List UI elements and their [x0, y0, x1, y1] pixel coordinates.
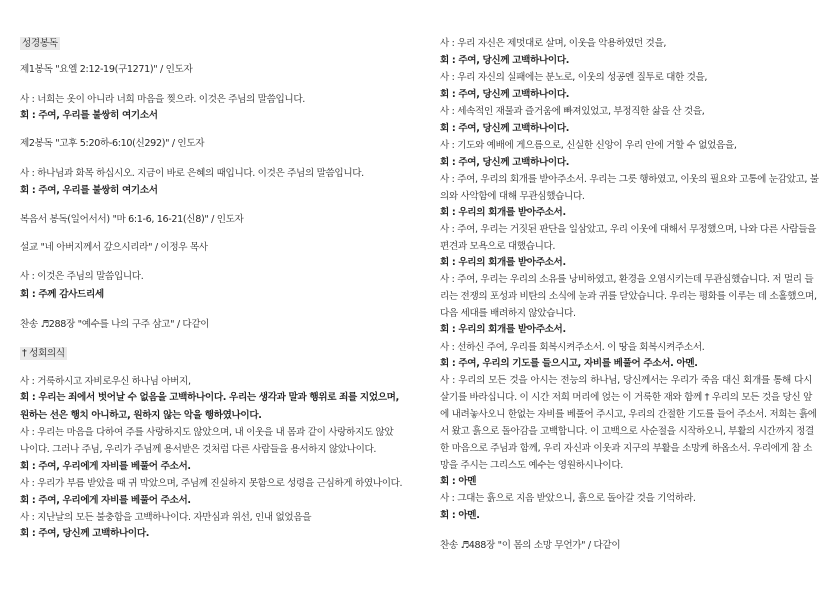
- text-line: 살기를 바라십니다. 이 시간 저희 머리에 얹는 이 거룩한 재와 함께 † 우리의 모든 것을 당신 앞: [440, 392, 812, 403]
- text-line: 찬송 ♬488장 "이 몸의 소망 무언가" / 다같이: [440, 540, 621, 551]
- response-line: 회 : 아멘: [440, 476, 477, 487]
- text-line: 편견과 모욕으로 대했습니다.: [440, 241, 556, 252]
- text-line: 의와 사악함에 대해 무관심했습니다.: [440, 191, 585, 202]
- text-line: 설교 "네 아버지께서 갚으시리라" / 이정우 목사: [20, 242, 208, 253]
- response-line: 회 : 우리는 죄에서 벗어날 수 없음을 고백하나이다. 우리는 생각과 말과 행위로 죄를 지었으며,: [20, 392, 399, 403]
- response-line: 회 : 주여, 우리를 불쌍히 여기소서: [20, 110, 158, 121]
- text-line: 찬송 ♬288장 "예수를 나의 구주 삼고" / 다같이: [20, 319, 210, 330]
- text-line: 복음서 봉독(일어서서) "마 6:1-6, 16-21(신8)" / 인도자: [20, 214, 244, 225]
- text-line: 서 왔고 흙으로 돌아감을 고백합니다. 이 고백으로 사순절을 시작하오니, 부활의 시간까지 정결: [440, 426, 814, 437]
- response-line: 회 : 우리의 회개를 받아주소서.: [440, 207, 566, 218]
- text-line: 망을 주시는 그리스도 예수는 영원하시나이다.: [440, 460, 623, 471]
- text-line: 에 내려놓사오니 한없는 자비를 베풀어 주시고, 우리의 간절한 기도를 들어 주소서. 저희는 흙에: [440, 409, 817, 420]
- text-line: 사 : 주여, 우리의 회개를 받아주소서. 우리는 그릇 행하였고, 이웃의 필요와 고통에 눈감았고, 불: [440, 174, 819, 185]
- response-line: 회 : 주여, 당신께 고백하나이다.: [440, 89, 570, 100]
- text-line: 사 : 이것은 주님의 말씀입니다.: [20, 271, 144, 282]
- heading-label: 성경봉독: [22, 38, 58, 49]
- text-line: 제2봉독 "고후 5:20하-6:10(신292)" / 인도자: [20, 138, 205, 149]
- text-line: 사 : 그대는 흙으로 지음 받았으니, 흙으로 돌아갈 것을 기억하라.: [440, 493, 696, 504]
- response-line: 회 : 주여, 당신께 고백하나이다.: [440, 55, 570, 66]
- heading-label: † 성회의식: [22, 348, 65, 359]
- text-line: 사 : 우리 자신의 실패에는 분노로, 이웃의 성공엔 질투로 대한 것을,: [440, 72, 708, 83]
- text-line: 사 : 우리는 마음을 다하여 주를 사랑하지도 않았으며, 내 이웃을 내 몸과 같이 사랑하지도 않았: [20, 427, 394, 438]
- text-line: 사 : 하나님과 화목 하십시오. 지금이 바로 은혜의 때입니다. 이것은 주님의 말씀입니다.: [20, 168, 364, 179]
- response-line: 회 : 주여, 당신께 고백하나이다.: [20, 528, 150, 539]
- text-line: 나이다. 그러나 주님, 우리가 주님께 용서받은 것처럼 다른 사람들을 용서하지 않았나이다.: [20, 444, 377, 455]
- response-line: 회 : 주여, 우리에게 자비를 베풀어 주소서.: [20, 495, 191, 506]
- text-line: 사 : 우리 자신은 제멋대로 살며, 이웃을 악용하였던 것을,: [440, 38, 667, 49]
- section-heading: [20, 37, 60, 51]
- text-line: 사 : 우리의 모든 것을 아시는 전능의 하나님, 당신께서는 우리가 죽음 대신 회개를 통해 다시: [440, 375, 812, 386]
- text-line: 사 : 우리가 부름 받았을 때 귀 막았으며, 주님께 진실하지 못함으로 성령을 근심하게 하였나이다.: [20, 478, 403, 489]
- response-line: 회 : 주여, 당신께 고백하나이다.: [440, 123, 570, 134]
- text-line: 사 : 너희는 옷이 아니라 너희 마음을 찢으라. 이것은 주님의 말씀입니다.: [20, 94, 305, 105]
- section-heading: [20, 347, 67, 361]
- text-line: 사 : 거룩하시고 자비로우신 하나님 아버지,: [20, 376, 191, 387]
- response-line: 회 : 주여, 우리에게 자비를 베풀어 주소서.: [20, 461, 191, 472]
- response-line: 회 : 우리의 회개를 받아주소서.: [440, 324, 566, 335]
- response-line: 회 : 주여, 당신께 고백하나이다.: [440, 157, 570, 168]
- text-line: 다음 세대를 배려하지 않았습니다.: [440, 308, 576, 319]
- text-line: 사 : 선하신 주여, 우리를 회복시켜주소서. 이 땅을 회복시켜주소서.: [440, 342, 705, 353]
- response-line: 회 : 주께 감사드리세: [20, 289, 104, 300]
- response-line: 회 : 우리의 회개를 받아주소서.: [440, 257, 566, 268]
- response-line: 회 : 주여, 우리의 기도를 들으시고, 자비를 베풀어 주소서. 아멘.: [440, 358, 698, 369]
- response-line: 회 : 주여, 우리를 불쌍히 여기소서: [20, 185, 158, 196]
- text-line: 사 : 주여, 우리는 거짓된 판단을 일삼았고, 우리 이웃에 대해서 무정했으며, 나와 다른 사람들을: [440, 224, 817, 235]
- response-line: 회 : 아멘.: [440, 510, 480, 521]
- text-line: 사 : 지난날의 모든 불충함을 고백하나이다. 자만심과 위선, 인내 없었음을: [20, 512, 312, 523]
- text-line: 사 : 세속적인 재물과 즐거움에 빠져있었고, 부정직한 삶을 산 것을,: [440, 106, 705, 117]
- text-line: 사 : 기도와 예배에 게으름으로, 신실한 신앙이 우리 안에 거할 수 없었음을,: [440, 140, 737, 151]
- response-line: 원하는 선은 행치 아니하고, 원하지 않는 악을 행하였나이다.: [20, 410, 262, 421]
- text-line: 제1봉독 "요엘 2:12-19(구1271)" / 인도자: [20, 64, 193, 75]
- text-line: 한 마음으로 주님과 함께, 우리 자신과 이웃과 지구의 부활을 소망케 하옵소서. 우리에게 참 소: [440, 443, 812, 454]
- text-line: 사 : 주여, 우리는 우리의 소유를 낭비하였고, 환경을 오염시키는데 무관심했습니다. 저 멀리 들: [440, 274, 814, 285]
- text-line: 리는 전쟁의 포성과 비탄의 소식에 눈과 귀를 닫았습니다. 우리는 평화를 이루는 데 소홀했으며,: [440, 291, 817, 302]
